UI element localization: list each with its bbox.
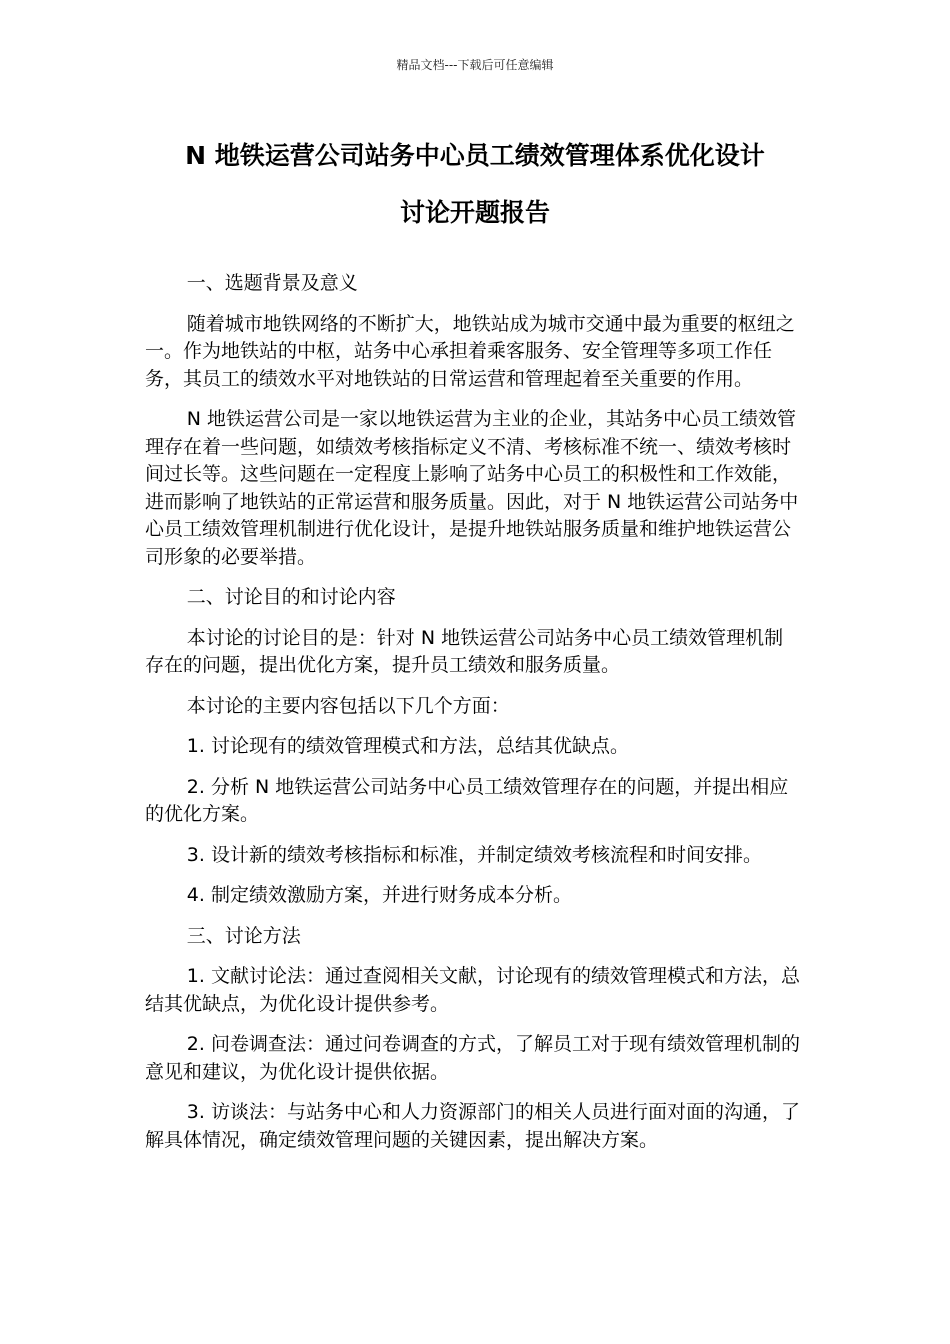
paragraph-objective: 本讨论的讨论目的是：针对 N 地铁运营公司站务中心员工绩效管理机制存在的问题，提出优化方案，提升员工绩效和服务质量。 (145, 626, 784, 676)
section-heading-background: 一、选题背景及意义 (186, 272, 358, 294)
document-title-line-2: 讨论开题报告 (399, 198, 550, 227)
section-heading-methods: 三、讨论方法 (186, 924, 301, 947)
list-item-content-3: 3. 设计新的绩效考核指标和标准，并制定绩效考核流程和时间安排。 (186, 843, 762, 866)
list-item-content-1: 1. 讨论现有的绩效管理模式和方法，总结其优缺点。 (186, 735, 629, 757)
list-item-content-4: 4. 制定绩效激励方案，并进行财务成本分析。 (186, 884, 572, 906)
section-heading-objectives: 二、讨论目的和讨论内容 (186, 586, 396, 608)
list-item-method-3: 3. 访谈法：与站务中心和人力资源部门的相关人员进行面对面的沟通，了解具体情况，确定绩效管理问题的关键因素，提出解决方案。 (145, 1101, 800, 1151)
paragraph-company-problems: N 地铁运营公司是一家以地铁运营为主业的企业，其站务中心员工绩效管理存在着一些问题，如绩效考核指标定义不清、考核标准不统一、绩效考核时间过长等。这些问题在一定程度上影响了站务中心员工的积极性和工作效能，进而影响了地铁站的正常运营和服务质量。因此，对于 N 地铁运营公司站务中心员工绩效管理机制进行优化设计，是提升地铁站服务质量和维护地铁运营公司形象的必要举措。 (145, 408, 799, 568)
page-header-note: 精品文档---下载后可任意编辑 (396, 58, 554, 72)
list-item-method-1: 1. 文献讨论法：通过查阅相关文献，讨论现有的绩效管理模式和方法，总结其优缺点，为优化设计提供参考。 (145, 965, 800, 1015)
list-item-content-2: 2. 分析 N 地铁运营公司站务中心员工绩效管理存在的问题，并提出相应的优化方案。 (145, 775, 789, 825)
document-title-line-1: N 地铁运营公司站务中心员工绩效管理体系优化设计 (185, 141, 765, 170)
paragraph-background: 随着城市地铁网络的不断扩大，地铁站成为城市交通中最为重要的枢纽之一。作为地铁站的中枢，站务中心承担着乘客服务、安全管理等多项工作任务，其员工的绩效水平对地铁站的日常运营和管理起着至关重要的作用。 (145, 312, 795, 390)
list-item-method-2: 2. 问卷调查法：通过问卷调查的方式，了解员工对于现有绩效管理机制的意见和建议，为优化设计提供依据。 (145, 1033, 800, 1083)
paragraph-contents-intro: 本讨论的主要内容包括以下几个方面： (186, 694, 510, 717)
document-body (145, 270, 800, 1167)
